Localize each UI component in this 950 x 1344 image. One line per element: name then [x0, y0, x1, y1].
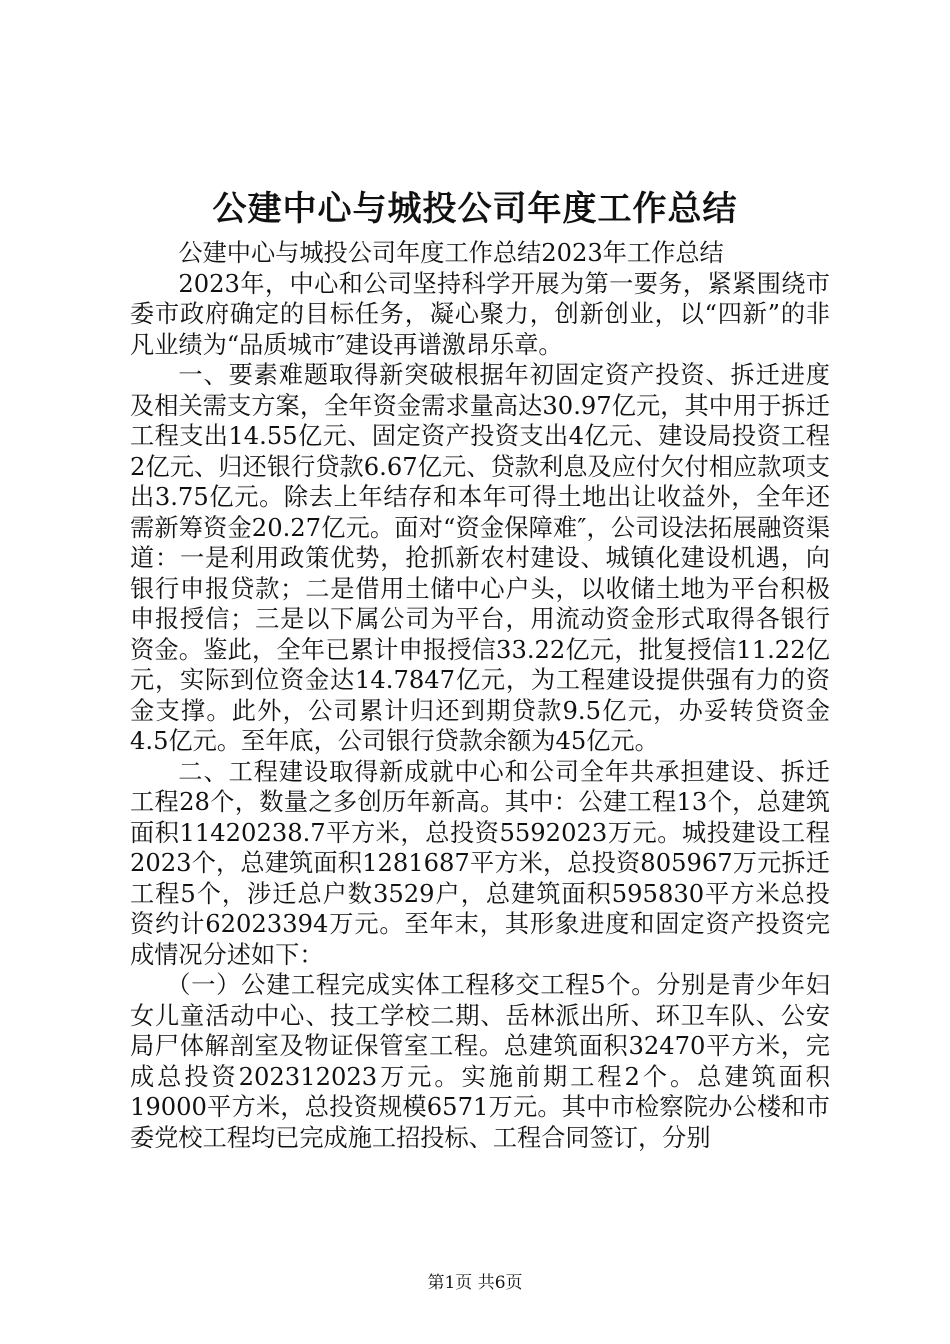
paragraph-subsection-1: （一）公建工程完成实体工程移交工程5个。分别是青少年妇女儿童活动中心、技工学校二期、岳林派出所、环卫车队、公安局尸体解剖室及物证保管室工程。总建筑面积32470平方米，完成总投资202312023万元。实施前期工程2个。总建筑面积19000平方米，总投资规模6571万元。其中市检察院办公楼和市委党校工程均已完成施工招投标、工程合同签订，分别 — [130, 971, 830, 1152]
document-title: 公建中心与城投公司年度工作总结 — [212, 189, 738, 229]
paragraph-section-2: 二、工程建设取得新成就中心和公司全年共承担建设、拆迁工程28个，数量之多创历年新高。其中：公建工程13个，总建筑面积11420238.7平方米，总投资5592023万元。城投建设工程2023个，总建筑面积1281687平方米，总投资805967万元拆迁工程5个，涉迁总户数3529户，总建筑面积595830平方米总投资约计62023394万元。至年末，其形象进度和固定资产投资完成情况分述如下： — [130, 757, 830, 969]
page-footer: 第1页 共6页 — [427, 1273, 523, 1293]
paragraph-subtitle: 公建中心与城投公司年度工作总结2023年工作总结 — [178, 239, 724, 267]
paragraph-section-1: 一、要素难题取得新突破根据年初固定资产投资、拆迁进度及相关需支方案，全年资金需求量高达30.97亿元，其中用于拆迁工程支出14.55亿元、固定资产投资支出4亿元、建设局投资工程2亿元、归还银行贷款6.67亿元、贷款利息及应付欠付相应款项支出3.75亿元。除去上年结存和本年可得土地出让收益外，全年还需新筹资金20.27亿元。面对“资金保障难″，公司设法拓展融资渠道：一是利用政策优势，抢抓新农村建设、城镇化建设机遇，向银行申报贷款；二是借用土储中心户头，以收储土地为平台积极申报授信；三是以下属公司为平台，用流动资金形式取得各银行资金。鉴此，全年已累计申报授信33.22亿元，批复授信11.22亿元，实际到位资金达14.7847亿元，为工程建设提供强有力的资金支撑。此外，公司累计归还到期贷款9.5亿元，办妥转贷资金4.5亿元。至年底，公司银行贷款余额为45亿元。 — [130, 361, 830, 755]
paragraph-intro: 2023年，中心和公司坚持科学开展为第一要务，紧紧围绕市委市政府确定的目标任务，凝心聚力，创新创业，以“四新”的非凡业绩为“品质城市″建设再谱激昂乐章。 — [130, 269, 830, 359]
document-body — [130, 238, 830, 1153]
